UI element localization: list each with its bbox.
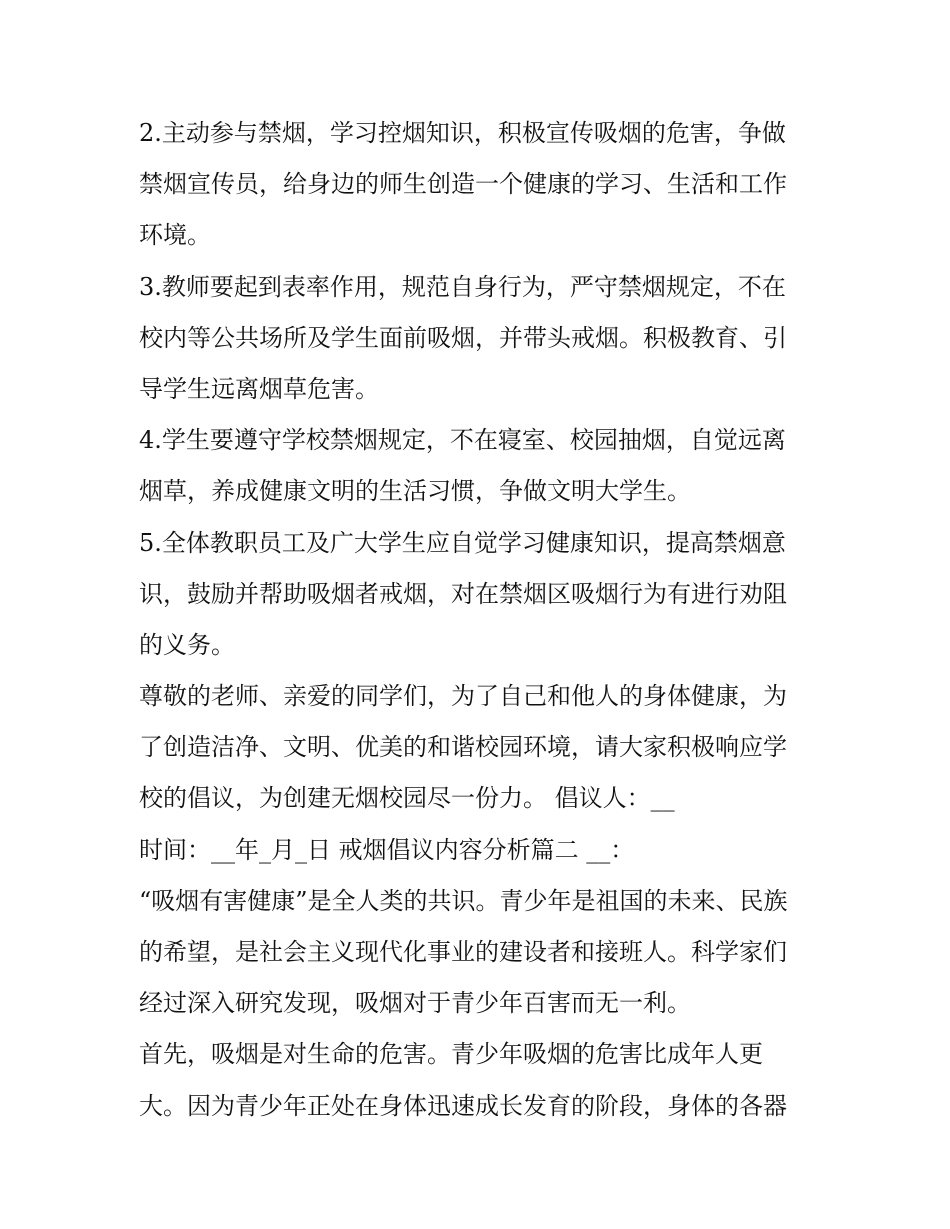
text-line: 4.学生要遵守学校禁烟规定，不在寝室、校园抽烟，自觉远离 — [139, 426, 786, 455]
text-line: 5.全体教职员工及广大学生应自觉学习健康知识，提高禁烟意 — [139, 528, 786, 557]
paragraph-item-3 — [139, 262, 819, 416]
paragraph-first-harm — [139, 1029, 819, 1131]
paragraph-date-line — [139, 825, 819, 876]
text-line: 导学生远离烟草危害。 — [139, 374, 379, 403]
text-line: 经过深入研究发现，吸烟对于青少年百害而无一利。 — [139, 989, 691, 1018]
paragraph-item-2 — [139, 108, 819, 262]
text-line: 识，鼓励并帮助吸烟者戒烟，对在禁烟区吸烟行为有进行劝阻 — [139, 579, 787, 608]
text-line: 校内等公共场所及学生面前吸烟，并带头戒烟。积极教育、引 — [139, 323, 787, 352]
text-line: 了创造洁净、文明、优美的和谐校园环境，请大家积极响应学 — [139, 733, 787, 762]
text-line: 的义务。 — [139, 630, 235, 659]
text-line: 大。因为青少年正处在身体迅速成长发育的阶段，身体的各器 — [139, 1091, 787, 1120]
paragraph-appeal — [139, 671, 819, 825]
text-line: 2.主动参与禁烟，学习控烟知识，积极宣传吸烟的危害，争做 — [139, 119, 786, 147]
text-line: 的希望，是社会主义现代化事业的建设者和接班人。科学家们 — [139, 938, 787, 966]
text-line: “吸烟有害健康”是全人类的共识。青少年是祖国的未来、民族 — [139, 886, 788, 915]
text-line: 3.教师要起到表率作用，规范自身行为，严守禁烟规定，不在 — [139, 272, 786, 301]
text-line: 首先，吸烟是对生命的危害。青少年吸烟的危害比成年人更 — [139, 1040, 763, 1069]
document-body — [139, 108, 819, 1132]
paragraph-consensus — [139, 876, 819, 1030]
text-line: 校的倡议，为创建无烟校园尽一份力。 倡议人：__ — [139, 784, 675, 813]
paragraph-item-5 — [139, 518, 819, 672]
text-line: 环境。 — [139, 221, 211, 250]
text-line: 时间：__年_月_日 戒烟倡议内容分析篇二 __： — [139, 835, 635, 864]
text-line: 烟草，养成健康文明的生活习惯，争做文明大学生。 — [139, 477, 691, 506]
text-line: 禁烟宣传员，给身边的师生创造一个健康的学习、生活和工作 — [139, 170, 787, 199]
paragraph-item-4 — [139, 415, 819, 517]
text-line: 尊敬的老师、亲爱的同学们，为了自己和他人的身体健康，为 — [139, 682, 787, 711]
